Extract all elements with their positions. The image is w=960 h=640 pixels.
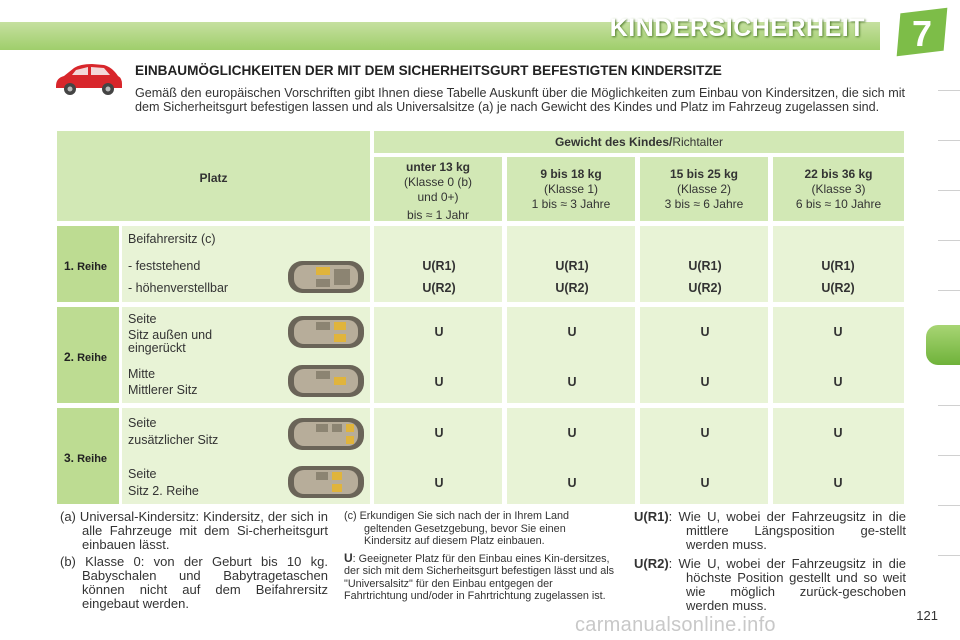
row-3-val-a-0: U: [434, 426, 444, 440]
row-2-val-a-0: U: [434, 325, 444, 339]
col-class: (Klasse 0 (b): [403, 175, 473, 189]
row-1-val-b-0: U(R2): [422, 281, 456, 295]
footnote-b: (b) Klasse 0: von der Geburt bis 10 kg. Babyschalen und Babytragetaschen können nicht auf dem Beifahrersitz eingebaut werden.: [60, 554, 328, 611]
weight-header-rest: Richtalter: [672, 135, 724, 149]
col-class: (Klasse 1): [543, 182, 599, 196]
col-header-2: [640, 157, 768, 221]
row-3-val-a-3: U: [833, 426, 843, 440]
row-3-val-b-3: U: [833, 476, 843, 490]
col-age: 1 bis ≈ 3 Jahre: [531, 197, 611, 211]
col-class: (Klasse 2): [676, 182, 732, 196]
chapter-number-badge: [893, 6, 953, 58]
row-2-seat-b1: Mitte: [128, 367, 156, 381]
row-1-val-a-1: U(R1): [555, 259, 589, 273]
footnote-ur2: U(R2): Wie U, wobei der Fahrzeugsitz in die höchste Position gestellt und so weit wie möglich zurück-geschoben werden muss.: [634, 556, 906, 613]
row-3-val-a-2: U: [700, 426, 710, 440]
page-number: 121: [916, 608, 938, 623]
seat-position-diagram: [286, 414, 366, 454]
footnotes-middle: [344, 510, 616, 603]
row-1-seat-title: Beifahrersitz (c): [128, 232, 216, 246]
row-1-val-a-2: U(R1): [688, 259, 722, 273]
footnote-ur1: U(R1): Wie U, wobei der Fahrzeugsitz in die mittlere Längsposition ge-stellt werden muss.: [634, 509, 906, 552]
col-header-3: [773, 157, 904, 221]
row-2-val-b-1: U: [567, 375, 577, 389]
row-2-val-a-3: U: [833, 325, 843, 339]
col-age: 3 bis ≈ 6 Jahre: [664, 197, 744, 211]
footnote-c: (c) Erkundigen Sie sich nach der in Ihrem Land geltenden Gesetzgebung, bevor Sie einen Kindersitz auf diesem Platz einbauen.: [344, 510, 570, 547]
seat-position-diagram: [286, 462, 366, 502]
watermark: carmanualsonline.info: [575, 614, 776, 636]
row-3-seat-a2: zusätzlicher Sitz: [128, 433, 219, 447]
row-2-seat-a2: Sitz außen und: [128, 328, 213, 342]
footnote-a: (a) Universal-Kindersitz: Kindersitz, der sich in alle Fahrzeuge mit dem Si-cherheitsgurt einbauen lässt.: [60, 509, 328, 552]
car-icon: [52, 60, 124, 98]
col-header-0: [374, 157, 502, 221]
row-3-val-b-2: U: [700, 476, 710, 490]
col-title: 9 bis 18 kg: [540, 167, 602, 181]
row-2-label: 2. Reihe: [64, 350, 108, 364]
row-2-val-a-2: U: [700, 325, 710, 339]
active-chapter-tab[interactable]: [926, 325, 960, 365]
row-1-label: 1. Reihe: [64, 259, 108, 273]
col-age: bis ≈ 1 Jahr: [407, 208, 469, 222]
row-1-seat-b: - höhenverstellbar: [128, 281, 229, 295]
footnotes-left: [60, 510, 328, 614]
col-title: unter 13 kg: [405, 160, 471, 174]
row-1-val-b-1: U(R2): [555, 281, 589, 295]
row-2-val-b-0: U: [434, 375, 444, 389]
seat-position-diagram: [286, 257, 366, 297]
row-1-val-a-0: U(R1): [422, 259, 456, 273]
row-2-seat-b2: Mittlerer Sitz: [128, 383, 198, 397]
platz-header-cell: [57, 131, 370, 221]
row-2-val-a-1: U: [567, 325, 577, 339]
section-title: EINBAUMÖGLICHKEITEN DER MIT DEM SICHERHEITSGURT BEFESTIGTEN KINDERSITZE: [135, 63, 722, 78]
platz-header: Platz: [199, 171, 228, 185]
row-3-val-b-1: U: [567, 476, 577, 490]
row-2-seat-a1: Seite: [128, 312, 157, 326]
row-1-val-a-3: U(R1): [821, 259, 855, 273]
footnotes-right: [634, 510, 906, 618]
chapter-number: 7: [911, 13, 933, 54]
row-3-seat-a1: Seite: [128, 416, 157, 430]
side-tab-strip: [938, 65, 960, 625]
row-3-seat-b1: Seite: [128, 467, 157, 481]
col-class: (Klasse 3): [811, 182, 866, 196]
intro-paragraph: Gemäß den europäischen Vorschriften gibt Ihnen diese Tabelle Auskunft über die Möglichkeiten zum Einbau von Kindersitzen, die sich mit dem Sicherheitsgurt befestigen lassen und als Universalsitze (a) je nach Gewicht des Kindes und Platz im Fahrzeug zugelassen sind.: [135, 86, 905, 114]
seat-position-diagram: [286, 312, 366, 352]
col-age: 6 bis ≈ 10 Jahre: [795, 197, 882, 211]
row-2-val-b-2: U: [700, 375, 710, 389]
row-3-val-a-1: U: [567, 426, 577, 440]
row-3-seat-b2: Sitz 2. Reihe: [128, 484, 199, 498]
row-1-val-b-2: U(R2): [688, 281, 722, 295]
col-header-1: [507, 157, 635, 221]
col-title: 15 bis 25 kg: [669, 167, 739, 181]
weight-header-bold: Gewicht des Kindes/: [554, 135, 673, 149]
row-2-seat-a3: eingerückt: [128, 341, 186, 355]
row-1-val-b-3: U(R2): [821, 281, 855, 295]
row-2-val-b-3: U: [833, 375, 843, 389]
chapter-title: KINDERSICHERHEIT: [609, 14, 865, 42]
seat-position-diagram: [286, 361, 366, 401]
row-3-label: 3. Reihe: [64, 451, 108, 465]
footnote-u: U: Geeigneter Platz für den Einbau eines Kin-dersitzes, der sich mit dem Sicherheitsgurt befestigen lässt und als "Universalsitz" für den Einbau entgegen der Fahrtrichtung und/oder in Fahrtrichtung zugelassen ist.: [344, 550, 615, 602]
row-3-val-b-0: U: [434, 476, 444, 490]
row-1-seat-a: - feststehend: [128, 259, 201, 273]
col-class-2: und 0+): [417, 190, 459, 204]
col-title: 22 bis 36 kg: [804, 167, 873, 181]
weight-header-cell: [374, 131, 904, 153]
